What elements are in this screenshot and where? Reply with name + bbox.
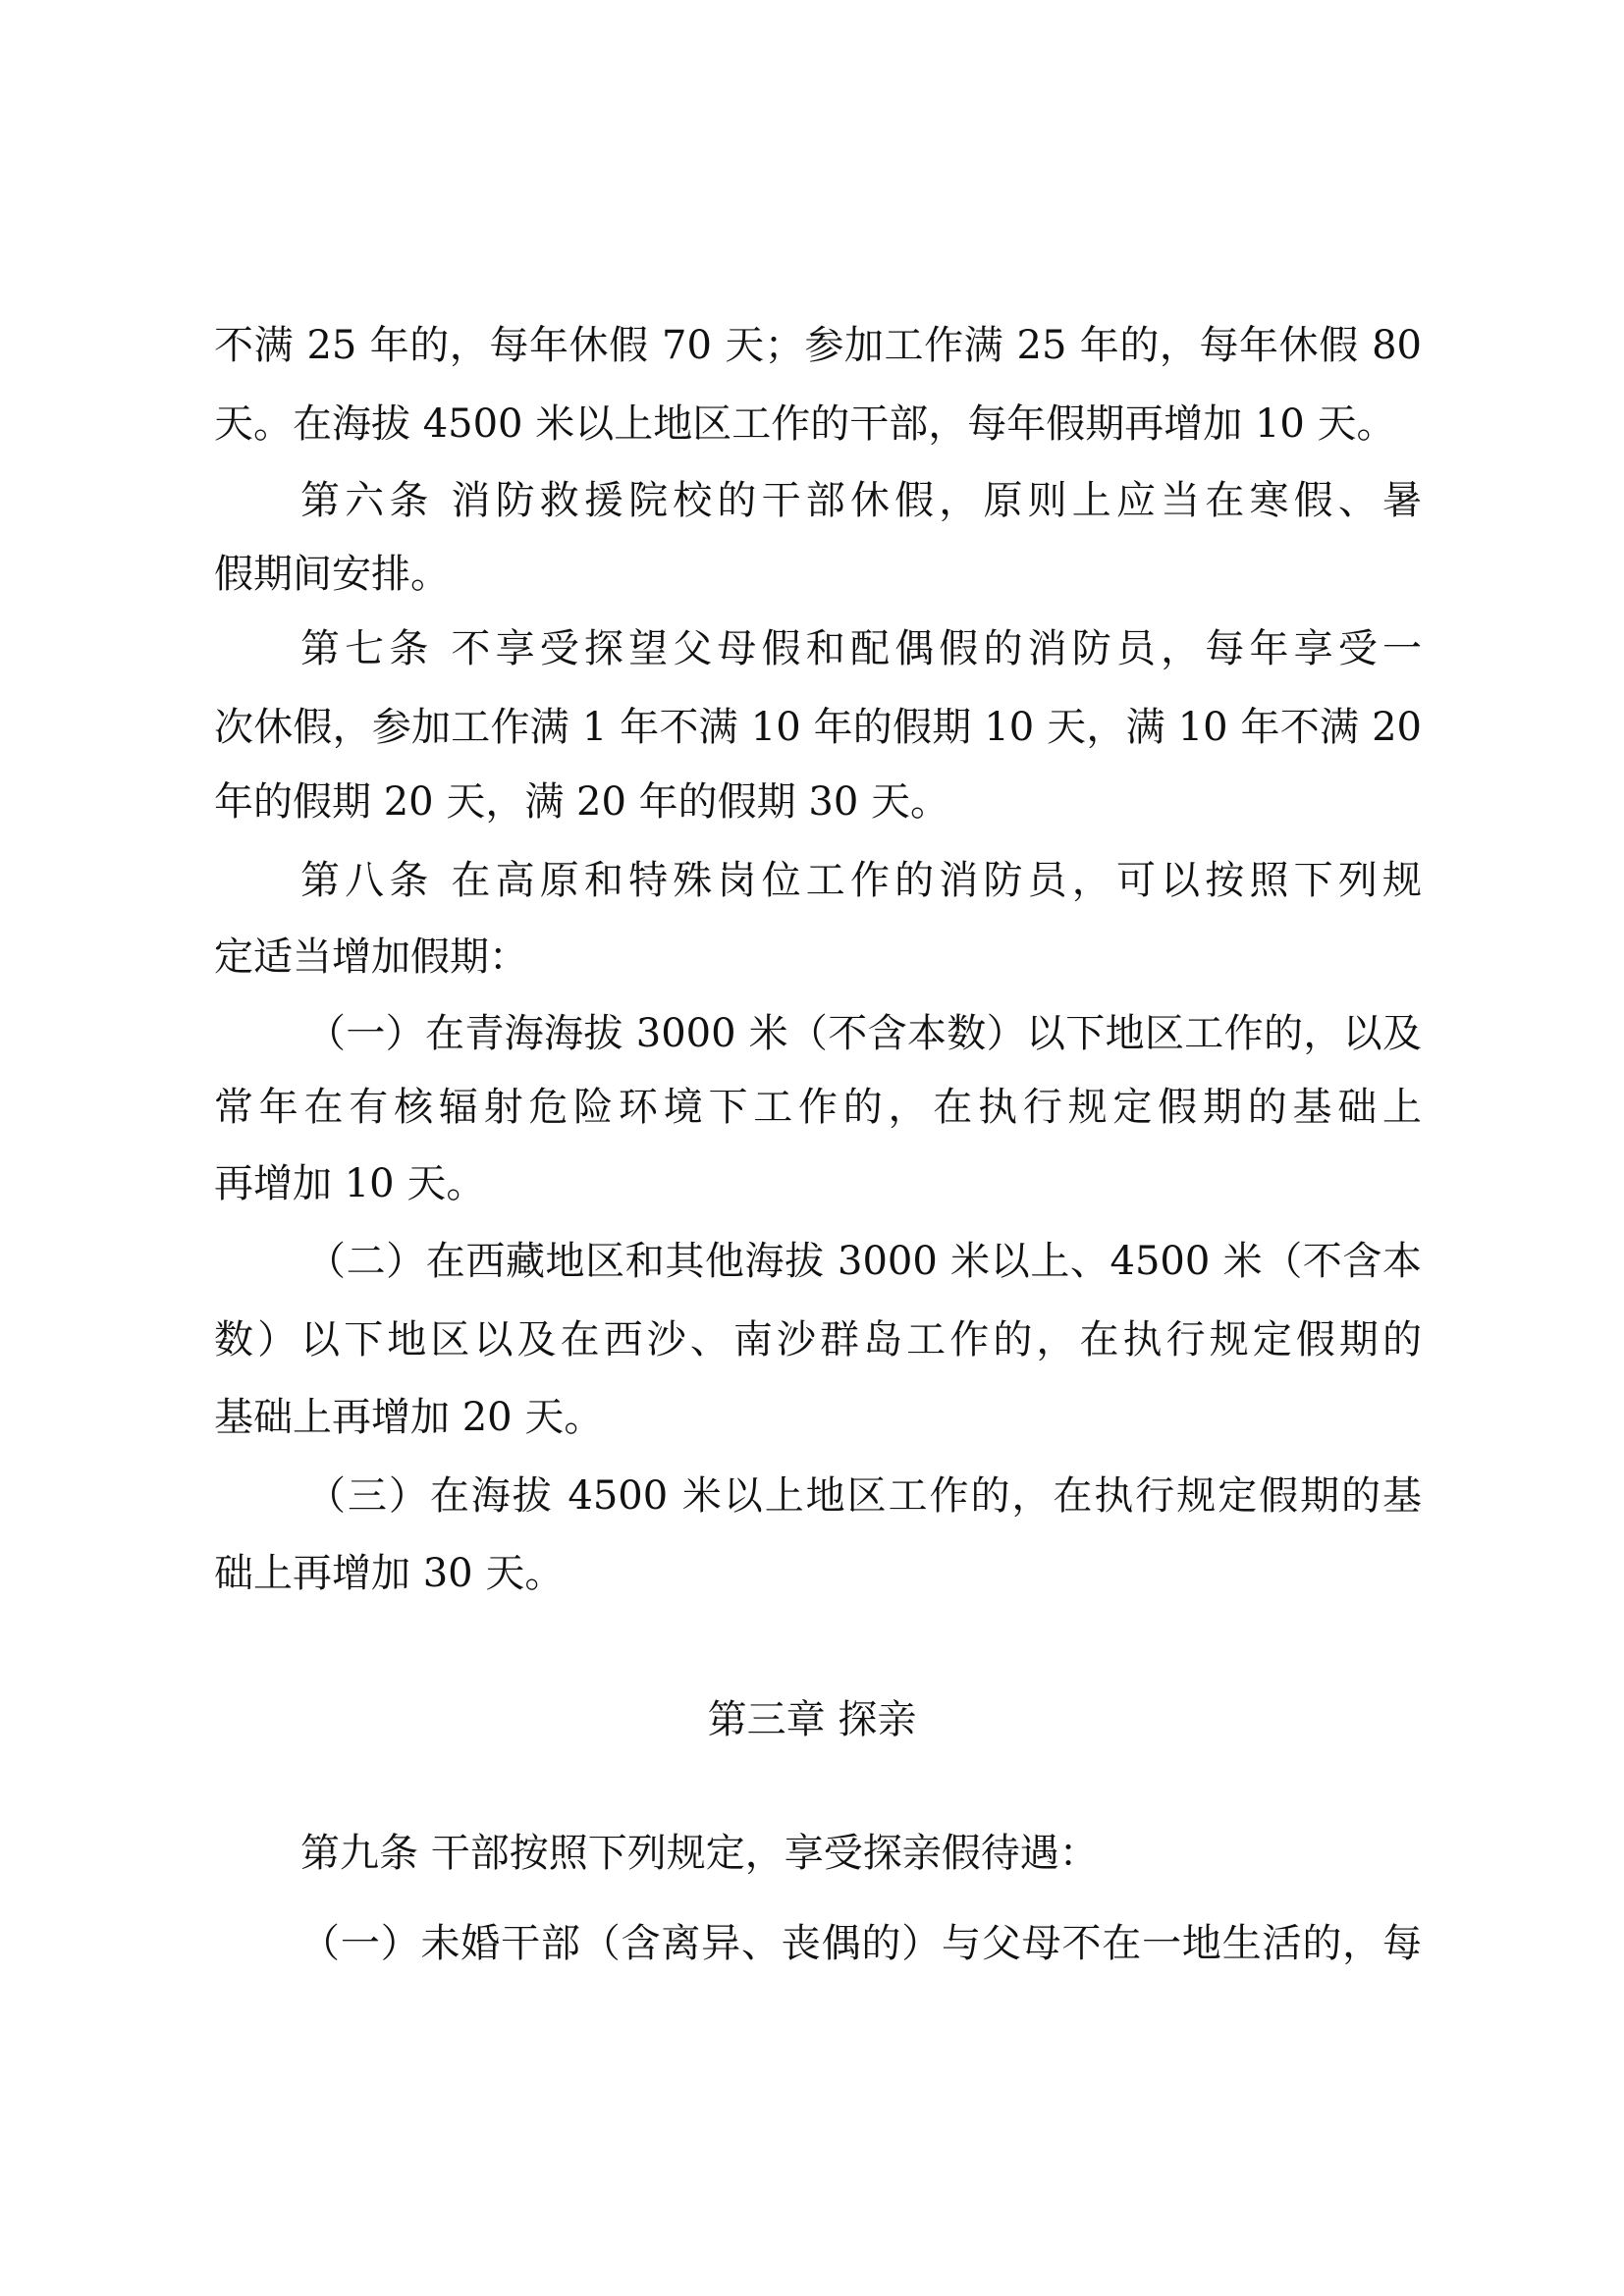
article-8: 第八条 在高原和特殊岗位工作的消防员，可以按照下列规 xyxy=(300,858,1422,903)
chapter-heading: 第三章 探亲 xyxy=(707,1697,917,1742)
text-line: 基础上再增加 20 天。 xyxy=(214,1395,604,1440)
text-line: 定适当增加假期： xyxy=(214,934,528,980)
article-6: 第六条 消防救援院校的干部休假，原则上应当在寒假、暑 xyxy=(300,478,1422,523)
article-8-item-2: （二）在西藏地区和其他海拔 3000 米以上、4500 米（不含本 xyxy=(306,1239,1422,1284)
text-line: 次休假，参加工作满 1 年不满 10 年的假期 10 天，满 10 年不满 20 xyxy=(214,705,1422,750)
article-8-item-3: （三）在海拔 4500 米以上地区工作的，在执行规定假期的基 xyxy=(306,1473,1422,1519)
text-line: 不满 25 年的，每年休假 70 天；参加工作满 25 年的，每年休假 80 xyxy=(214,323,1422,368)
article-7: 第七条 不享受探望父母假和配偶假的消防员，每年享受一 xyxy=(300,626,1422,671)
article-9: 第九条 干部按照下列规定，享受探亲假待遇： xyxy=(300,1831,1099,1876)
text-line: 常年在有核辐射危险环境下工作的，在执行规定假期的基础上 xyxy=(214,1085,1422,1130)
text-line: 年的假期 20 天，满 20 年的假期 30 天。 xyxy=(214,779,949,825)
text-line: 假期间安排。 xyxy=(214,552,450,597)
article-8-item-1: （一）在青海海拔 3000 米（不含本数）以下地区工作的，以及 xyxy=(306,1011,1422,1056)
text-line: 再增加 10 天。 xyxy=(214,1161,486,1206)
article-9-item-1: （一）未婚干部（含离异、丧偶的）与父母不在一地生活的，每 xyxy=(300,1921,1422,1966)
text-line: 数）以下地区以及在西沙、南沙群岛工作的，在执行规定假期的 xyxy=(214,1317,1422,1362)
text-line: 础上再增加 30 天。 xyxy=(214,1551,565,1596)
text-line: 天。在海拔 4500 米以上地区工作的干部，每年假期再增加 10 天。 xyxy=(214,401,1396,447)
